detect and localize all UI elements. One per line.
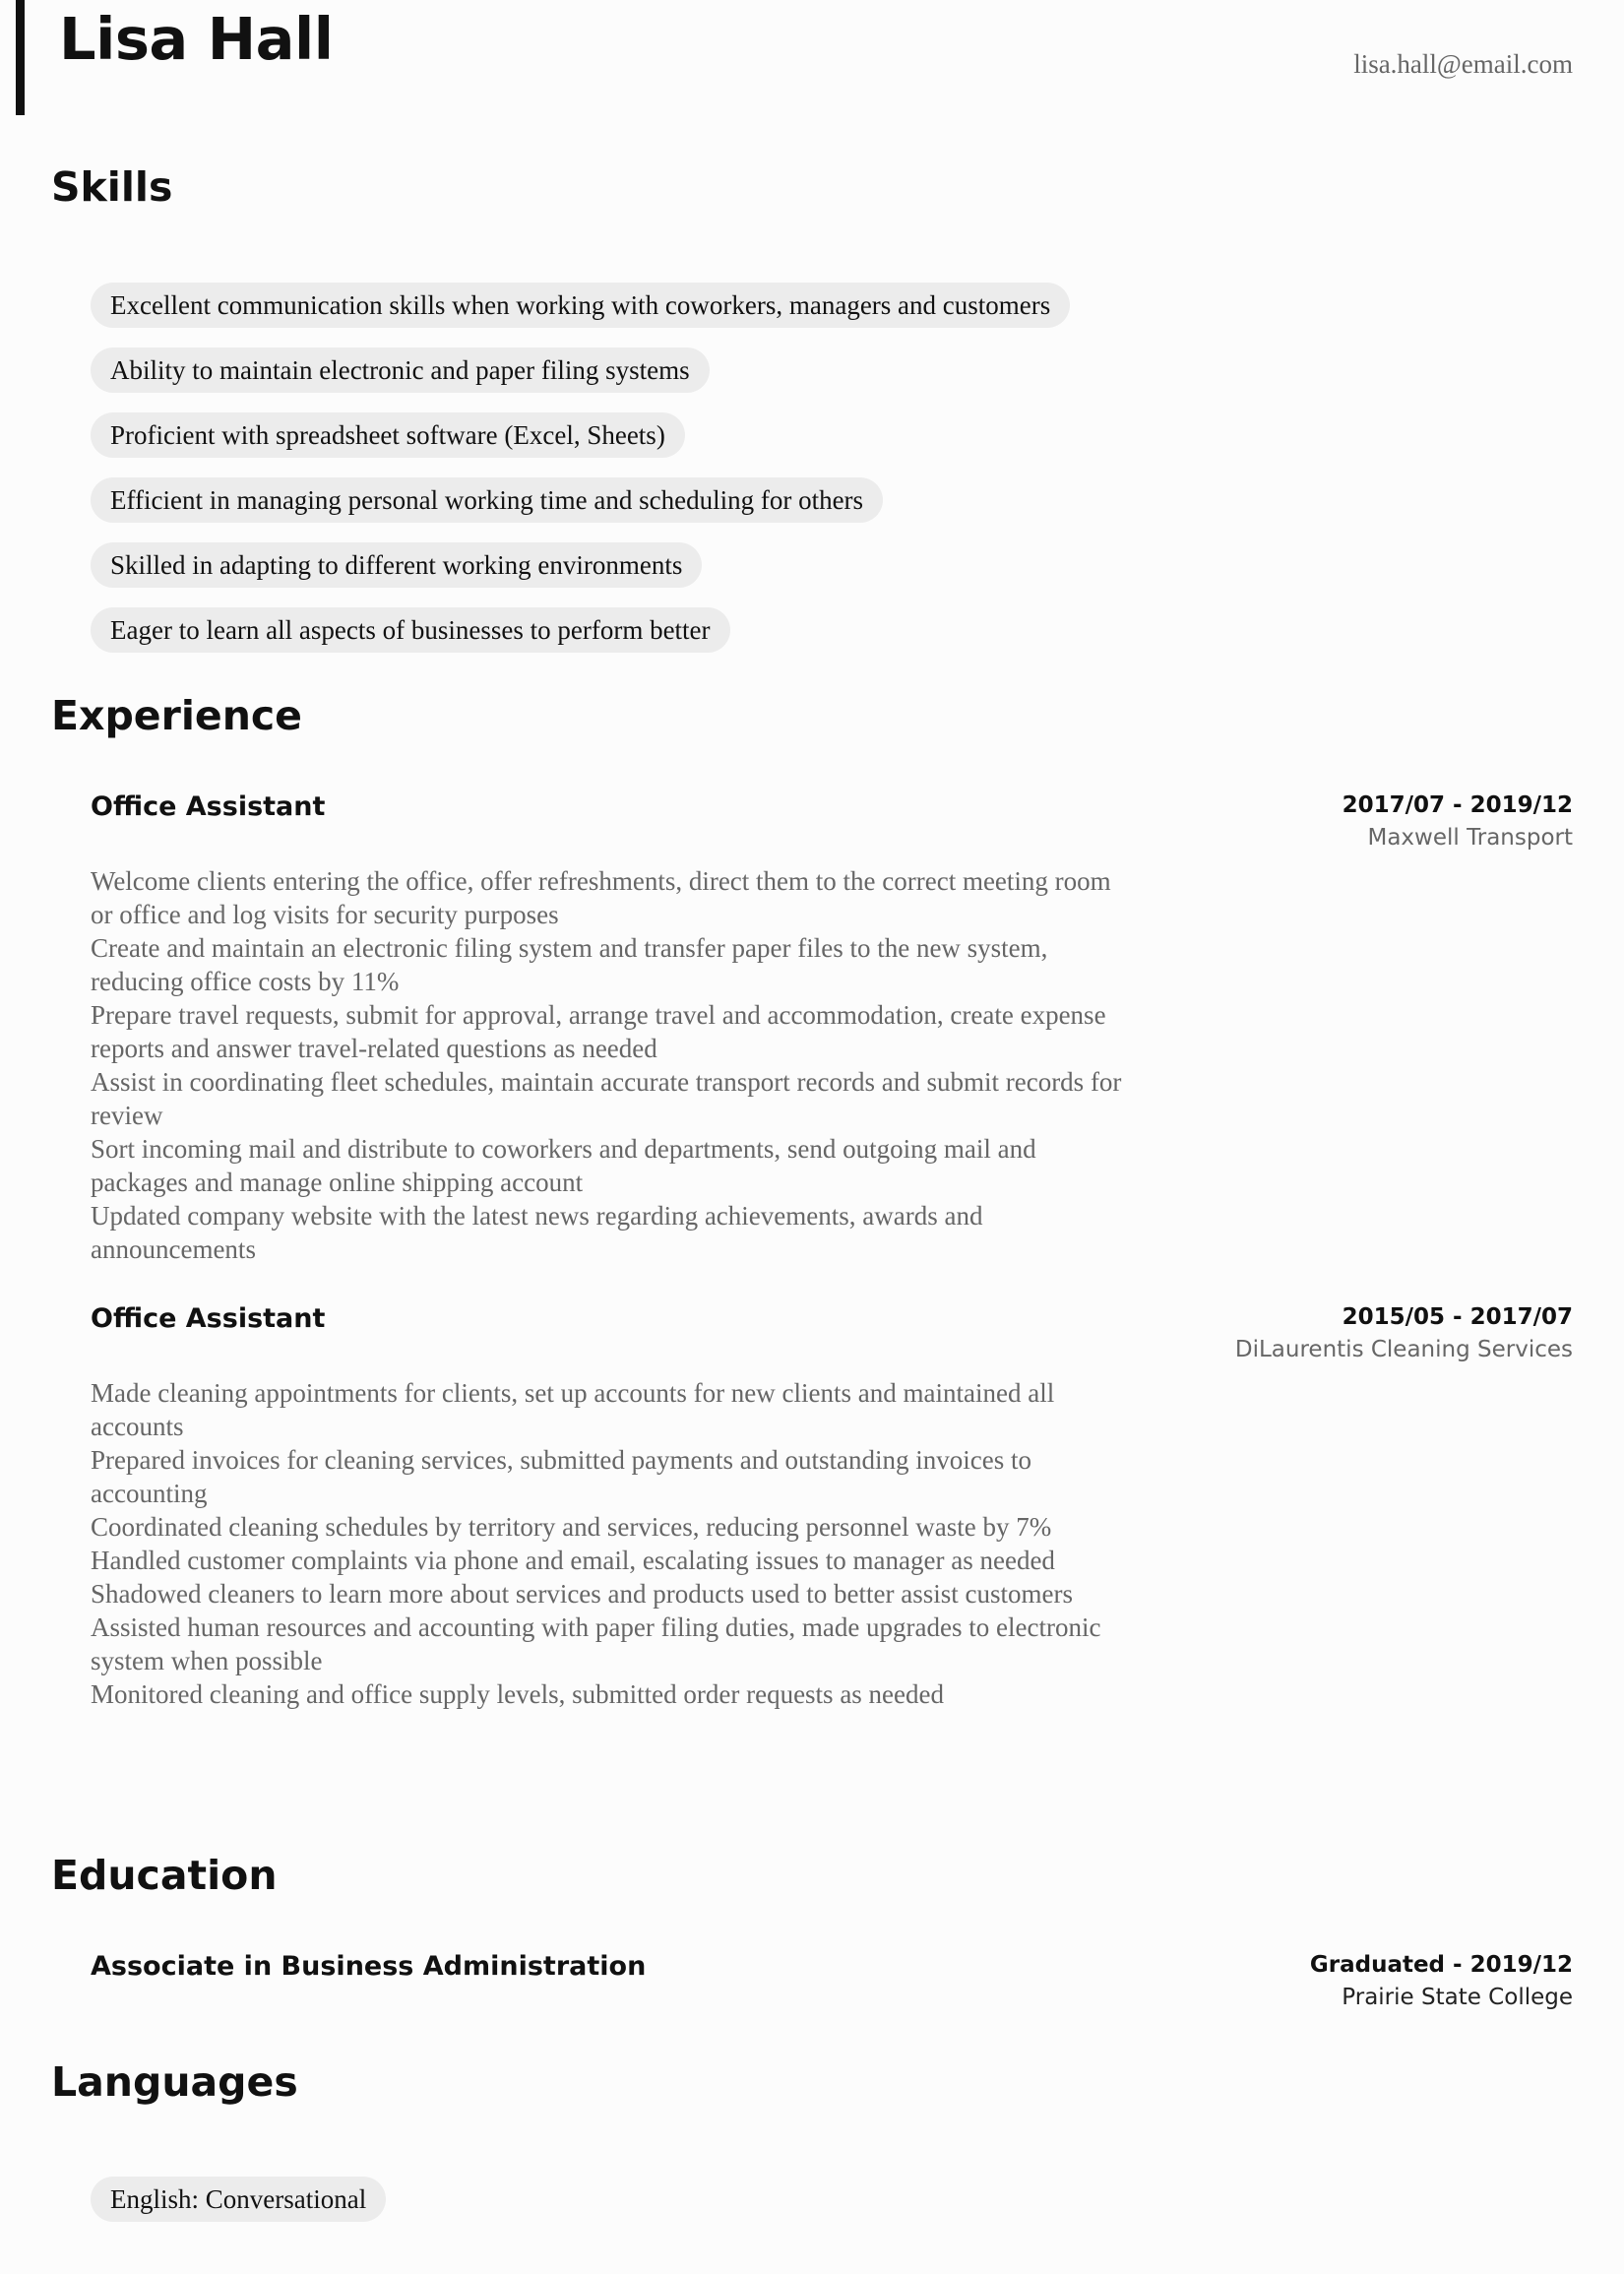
skill-pill: Eager to learn all aspects of businesses to perform better: [91, 607, 730, 653]
job-bullet: Sort incoming mail and distribute to coworkers and departments, send outgoing mail and packages and manage online shipping account: [91, 1134, 1036, 1197]
skill-pill: Ability to maintain electronic and paper filing systems: [91, 347, 710, 393]
job-bullet: Assist in coordinating fleet schedules, maintain accurate transport records and submit records for review: [91, 1067, 1122, 1130]
job-bullet: Prepared invoices for cleaning services, submitted payments and outstanding invoices to accounting: [91, 1445, 1032, 1508]
job-company: DiLaurentis Cleaning Services: [1234, 1337, 1573, 1362]
job-bullet: Welcome clients entering the office, offer refreshments, direct them to the correct meeting room or office and log visits for security purposes: [91, 866, 1111, 929]
job-bullet: Shadowed cleaners to learn more about services and products used to better assist customers: [91, 1579, 1073, 1609]
skill-pill: Excellent communication skills when working with coworkers, managers and customers: [91, 283, 1070, 328]
languages-list: [91, 2177, 1370, 2242]
language-pill: English: Conversational: [91, 2177, 386, 2222]
job-company: Maxwell Transport: [1367, 825, 1573, 851]
header-accent-bar: [16, 0, 25, 115]
skill-pill: Skilled in adapting to different working environments: [91, 542, 702, 588]
education-heading: Education: [51, 1852, 278, 1899]
languages-heading: Languages: [51, 2058, 298, 2106]
skills-heading: Skills: [51, 163, 173, 211]
job-bullet: Monitored cleaning and office supply levels, submitted order requests as needed: [91, 1679, 945, 1709]
job-bullet: Handled customer complaints via phone and email, escalating issues to manager as needed: [91, 1546, 1055, 1575]
school-name: Prairie State College: [1342, 1985, 1573, 2010]
job-dates: 2017/07 - 2019/12: [1342, 792, 1573, 818]
job-bullet: Create and maintain an electronic filing system and transfer paper files to the new system, reducing office costs by 11%: [91, 933, 1048, 996]
skills-list: [91, 283, 1370, 672]
job-bullet-list: [91, 864, 1134, 1266]
job-bullet: Updated company website with the latest news regarding achievements, awards and announcements: [91, 1201, 983, 1264]
email-address[interactable]: lisa.hall@email.com: [1353, 49, 1573, 79]
experience-heading: Experience: [51, 692, 302, 739]
job-title: Office Assistant: [91, 791, 326, 822]
skill-pill: Proficient with spreadsheet software (Excel, Sheets): [91, 412, 685, 458]
job-bullet: Made cleaning appointments for clients, set up accounts for new clients and maintained all accounts: [91, 1378, 1055, 1441]
degree-title: Associate in Business Administration: [91, 1951, 647, 1982]
skill-pill: Efficient in managing personal working time and scheduling for others: [91, 477, 883, 523]
candidate-name: Lisa Hall: [59, 5, 334, 73]
job-bullet-list: [91, 1376, 1134, 1711]
job-bullet: Coordinated cleaning schedules by territory and services, reducing personnel waste by 7%: [91, 1512, 1052, 1542]
graduation-date: Graduated - 2019/12: [1309, 1952, 1573, 1978]
job-dates: 2015/05 - 2017/07: [1342, 1304, 1573, 1330]
job-bullet: Assisted human resources and accounting with paper filing duties, made upgrades to electronic system when possible: [91, 1612, 1101, 1675]
job-bullet: Prepare travel requests, submit for approval, arrange travel and accommodation, create expense reports and answer travel-related questions as needed: [91, 1000, 1106, 1063]
job-title: Office Assistant: [91, 1303, 326, 1334]
